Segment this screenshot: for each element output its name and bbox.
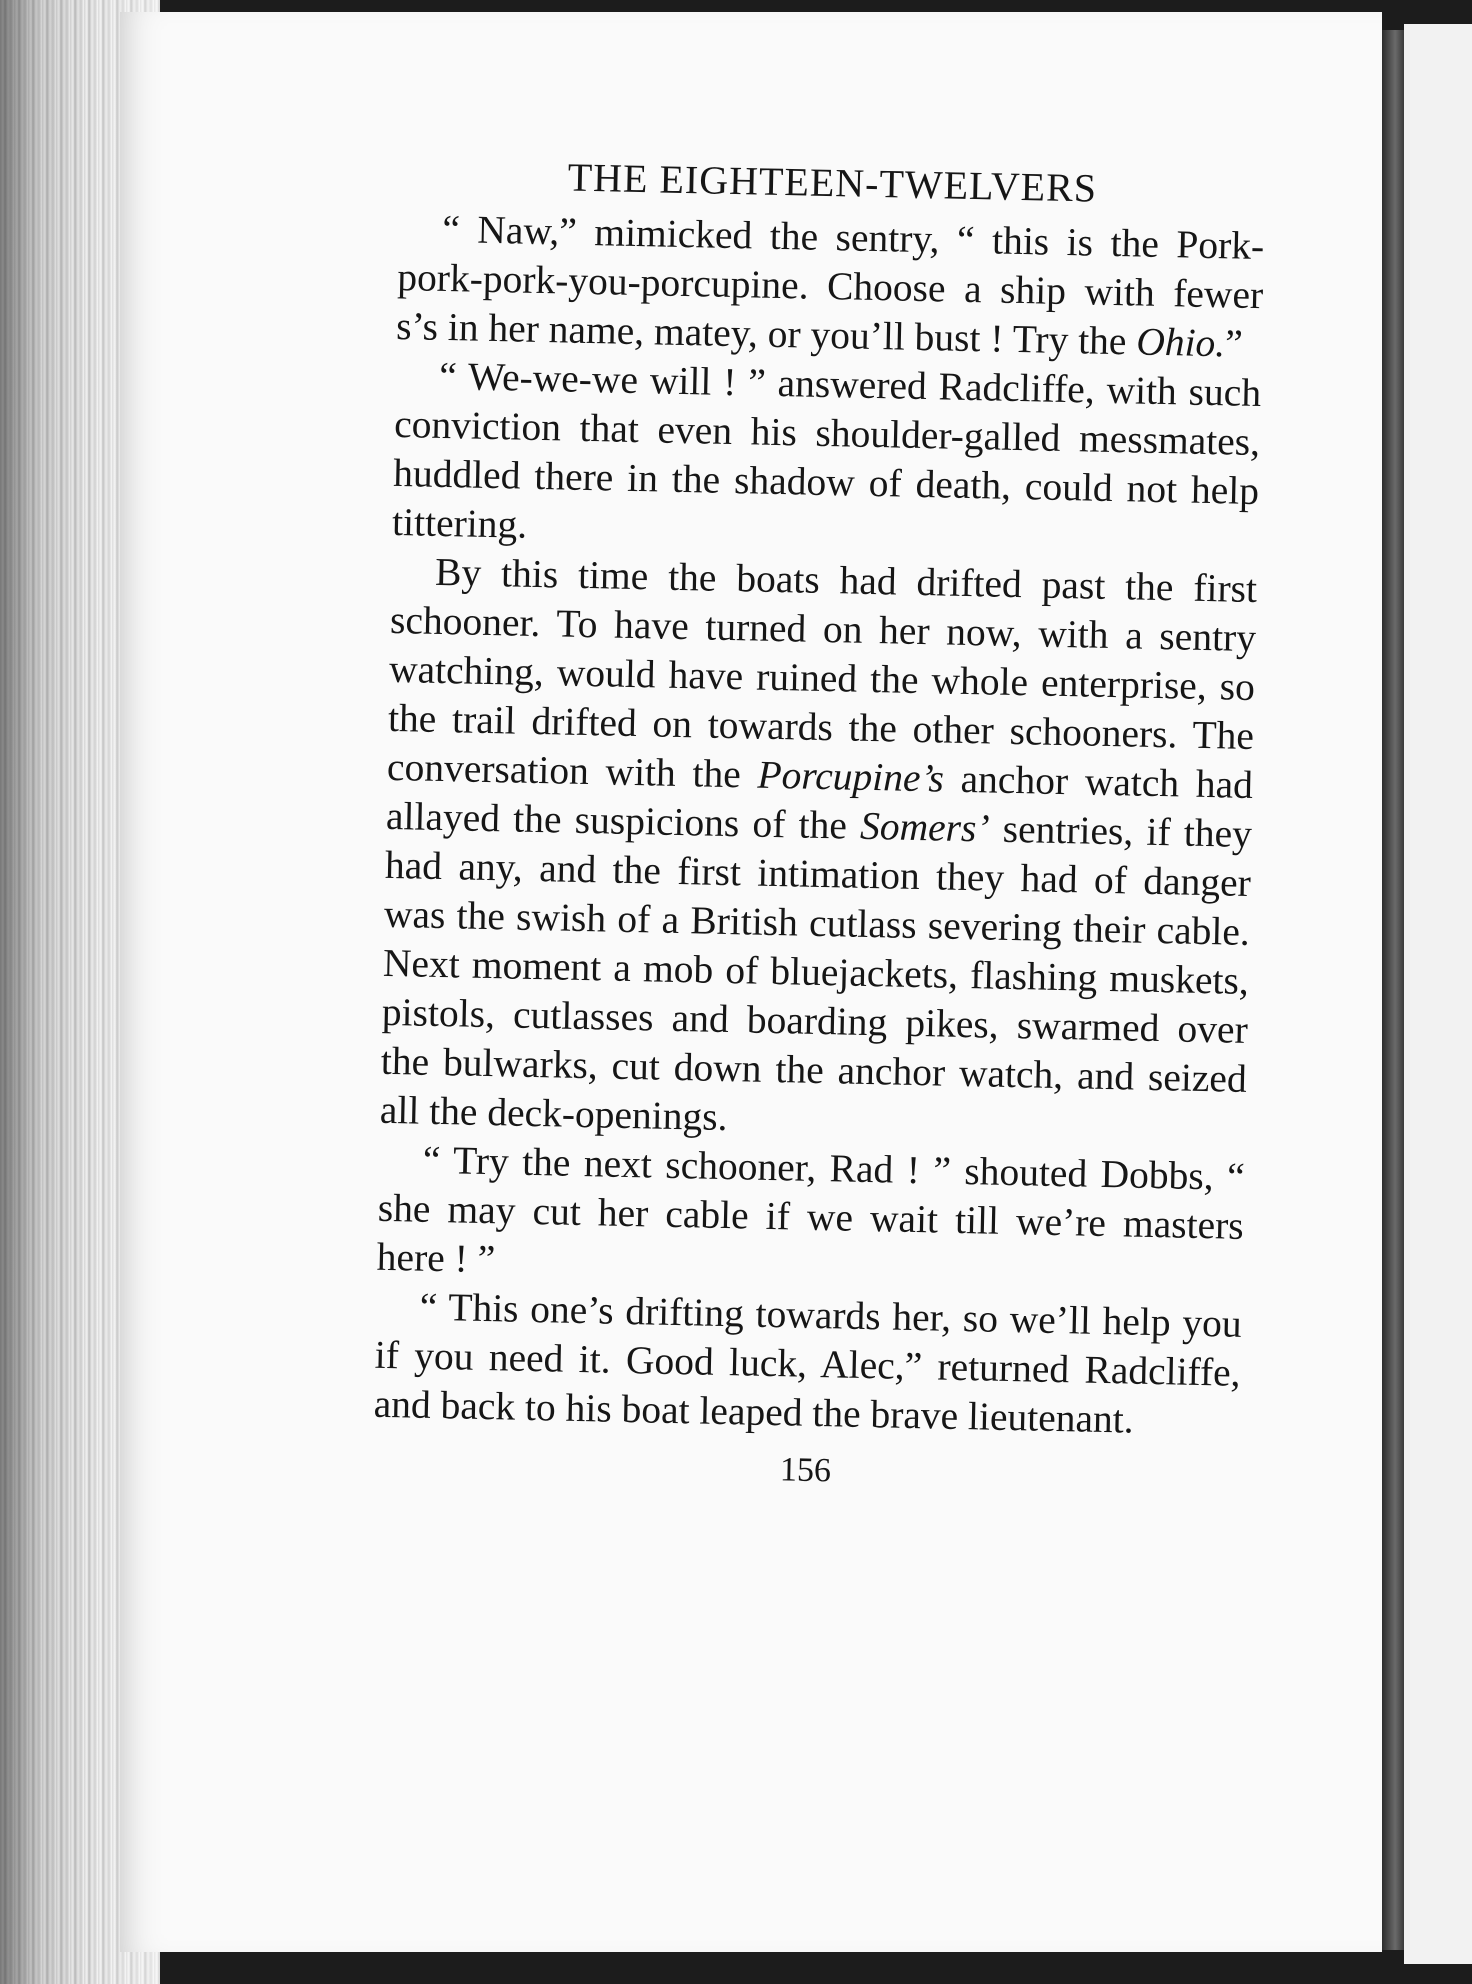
running-head: THE EIGHTEEN-TWELVERS <box>567 154 1098 211</box>
text-run: ” <box>1224 321 1244 366</box>
text-run: “ Try the next schooner, Rad ! ” shouted Dobbs, “ she may cut her cable if we wait till we’re masters here ! ” <box>376 1137 1246 1282</box>
facing-page-edge <box>1404 24 1472 1964</box>
paragraph <box>396 204 1265 369</box>
text-run: sentries, if they had any, and the first intimation they had of danger was the swish of a British cutlass severing their cable. Next moment a mob of bluejackets, flashing muskets, pistols, cutlasses and boarding pikes, swarmed over the bulwarks, cut down the anchor watch, and seized all the deck-openings. <box>379 806 1253 1140</box>
paragraph <box>376 1135 1245 1300</box>
paragraph <box>373 1282 1242 1447</box>
paragraph <box>392 351 1262 565</box>
text-run: “ Naw,” mimicked the sentry, “ this is the Pork-pork-pork-you-porcupine. Choose a ship with fewer s’s in her name, matey, or you’ll bust ! Try the <box>395 206 1265 364</box>
text-run: anchor watch had allayed the suspicions of the <box>385 756 1254 848</box>
paragraph <box>379 547 1257 1153</box>
italic-text: Somers’ <box>859 803 991 851</box>
italic-text: Ohio. <box>1135 319 1226 366</box>
binding-shadow <box>1382 30 1404 1950</box>
text-run: “ This one’s drifting towards her, so we’ll help you if you need it. Good luck, Alec,” returned Radcliffe, and back to his boat leaped the brave lieutenant. <box>373 1284 1243 1442</box>
page-content <box>372 150 1266 1499</box>
text-run: “ We-we-we will ! ” answered Radcliffe, with such conviction that even his shoulder-galled messmates, huddled there in the shadow of death, could not help tittering. <box>391 353 1262 547</box>
body-text <box>373 204 1264 1447</box>
page-number: 156 <box>779 1451 832 1490</box>
text-run: By this time the boats had drifted past the first schooner. To have turned on her now, with a sentry watching, would have ruined the whole enterprise, so the trail drifted on towards the other schooners. The conversation with the <box>386 549 1258 797</box>
italic-text: Porcupine’s <box>757 752 945 801</box>
